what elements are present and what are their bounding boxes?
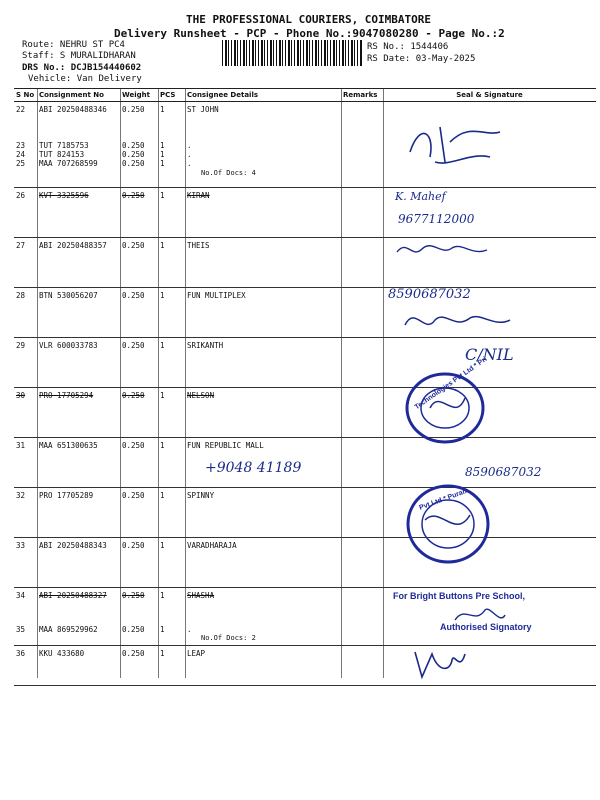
handwritten-phone: 8590687032 xyxy=(465,465,542,479)
pcs: 1 xyxy=(158,438,185,488)
sno: 29 xyxy=(14,338,37,388)
consignment-no: BTN 530056207 xyxy=(37,288,120,338)
consignee-name: NELSON xyxy=(185,388,341,438)
signature-scribble xyxy=(410,642,470,682)
no-of-docs: No.Of Docs: 2 xyxy=(201,634,256,642)
sno: 26 xyxy=(14,188,37,238)
pcs: 1 xyxy=(160,150,165,159)
runsheet-subtitle: Delivery Runsheet - PCP - Phone No.:9047080280 - Page No.:2 xyxy=(114,27,505,40)
sno: 30 xyxy=(14,388,37,438)
col-signature: Seal & Signature xyxy=(383,89,596,102)
consignee-name: VARADHARAJA xyxy=(185,538,341,588)
authorised-signatory: Authorised Signatory xyxy=(440,622,532,632)
consignee-name: ST JOHN xyxy=(187,105,219,114)
sno: 27 xyxy=(14,238,37,288)
consignee-name: . xyxy=(187,150,192,159)
weight: 0.250 xyxy=(122,150,145,159)
pcs: 1 xyxy=(158,338,185,388)
pcs: 1 xyxy=(158,288,185,338)
consignment-no: ABI 20250488346 xyxy=(39,105,107,114)
rs-number: RS No.: 1544406 xyxy=(367,42,449,52)
col-consignment: Consignment No xyxy=(37,89,120,102)
table-row xyxy=(14,538,596,588)
pcs: 1 xyxy=(158,646,185,686)
consignee-name: . xyxy=(187,159,192,168)
sno: 31 xyxy=(14,438,37,488)
sno: 33 xyxy=(14,538,37,588)
sno: 24 xyxy=(16,150,26,159)
consignment-no: ABI 20250488343 xyxy=(37,538,120,588)
table-row xyxy=(14,388,596,438)
barcode xyxy=(222,40,362,66)
route-label: Route: NEHRU ST PC4 xyxy=(22,40,125,50)
table-row xyxy=(14,238,596,288)
pcs: 1 xyxy=(160,159,165,168)
weight: 0.250 xyxy=(122,105,145,114)
consignment-no: ABI 20250488357 xyxy=(37,238,120,288)
weight: 0.250 xyxy=(120,488,158,538)
consignment-no: MAA 651300635 xyxy=(37,438,120,488)
weight: 0.250 xyxy=(120,288,158,338)
consignment-no: PRO 17705294 xyxy=(37,388,120,438)
consignee-name: THEIS xyxy=(185,238,341,288)
weight: 0.250 xyxy=(122,141,145,150)
weight: 0.250 xyxy=(120,188,158,238)
consignee-name: FUN MULTIPLEX xyxy=(185,288,341,338)
pcs: 1 xyxy=(160,141,165,150)
weight: 0.250 xyxy=(120,438,158,488)
consignee-name: LEAP xyxy=(185,646,341,686)
consignment-no: KKU 433680 xyxy=(37,646,120,686)
sno: 25 xyxy=(16,159,26,168)
seal-lettering: Technologies Pvt Ltd * Pri xyxy=(413,355,489,412)
handwritten-phone: 8590687032 xyxy=(388,287,471,302)
pcs: 1 xyxy=(158,188,185,238)
signature-scribble xyxy=(450,600,510,628)
table-header-row xyxy=(14,89,596,102)
consignment-no: TUT 824153 xyxy=(39,150,85,159)
vehicle-label: Vehicle: Van Delivery xyxy=(28,74,142,84)
handwritten-phone: 9677112000 xyxy=(398,212,475,226)
sno: 28 xyxy=(14,288,37,338)
consignment-no: KVT 3325596 xyxy=(37,188,120,238)
school-stamp-name: For Bright Buttons Pre School, xyxy=(393,591,525,601)
handwritten-text: C/NIL xyxy=(465,345,514,364)
rs-date: RS Date: 03-May-2025 xyxy=(367,54,476,64)
consignee-name: SHASHA xyxy=(187,591,215,600)
consignment-no: MAA 869529962 xyxy=(39,625,98,634)
pcs: 1 xyxy=(160,625,165,634)
consignment-no: VLR 600033783 xyxy=(37,338,120,388)
pcs: 1 xyxy=(158,488,185,538)
no-of-docs: No.Of Docs: 4 xyxy=(201,169,256,177)
sno: 35 xyxy=(16,625,26,634)
company-seal-icon xyxy=(400,368,490,448)
signature-scribble xyxy=(390,112,510,172)
weight: 0.250 xyxy=(120,388,158,438)
pcs: 1 xyxy=(158,238,185,288)
col-remarks: Remarks xyxy=(341,89,383,102)
company-title: THE PROFESSIONAL COURIERS, COIMBATORE xyxy=(186,13,432,26)
table-row xyxy=(14,646,596,686)
signature-scribble xyxy=(395,300,515,340)
pcs: 1 xyxy=(160,105,165,114)
weight: 0.250 xyxy=(120,238,158,288)
staff-label: Staff: S MURALIDHARAN xyxy=(22,51,136,61)
col-pcs: PCS xyxy=(158,89,185,102)
weight: 0.250 xyxy=(120,338,158,388)
consignment-no: PRO 17705289 xyxy=(37,488,120,538)
pcs: 1 xyxy=(160,591,165,600)
consignment-no: ABI 20250488327 xyxy=(39,591,107,600)
consignment-no: TUT 7185753 xyxy=(39,141,89,150)
consignee-name: FUN REPUBLIC MALL xyxy=(185,438,341,488)
consignment-no: MAA 707268599 xyxy=(39,159,98,168)
weight: 0.250 xyxy=(120,646,158,686)
signature-scribble xyxy=(392,234,502,264)
pcs: 1 xyxy=(158,388,185,438)
weight: 0.250 xyxy=(120,538,158,588)
col-consignee: Consignee Details xyxy=(185,89,341,102)
sno: 23 xyxy=(16,141,26,150)
drs-label: DRS No.: DCJB154440602 xyxy=(22,63,142,73)
pcs: 1 xyxy=(158,538,185,588)
sno: 34 xyxy=(16,591,26,600)
table-row xyxy=(14,438,596,488)
weight: 0.250 xyxy=(122,159,145,168)
table-row xyxy=(14,488,596,538)
weight: 0.250 xyxy=(122,591,145,600)
consignee-name: SPINNY xyxy=(185,488,341,538)
sno: 22 xyxy=(16,105,26,114)
table-row xyxy=(14,188,596,238)
weight: 0.250 xyxy=(122,625,145,634)
consignee-name: . xyxy=(187,141,192,150)
sno: 36 xyxy=(14,646,37,686)
handwritten-name: K. Mahef xyxy=(395,190,446,203)
seal-lettering: Pvt Ltd * Puram xyxy=(418,487,470,512)
col-sno: S No xyxy=(14,89,37,102)
consignee-name: KIRAN xyxy=(185,188,341,238)
sno: 32 xyxy=(14,488,37,538)
col-weight: Weight xyxy=(120,89,158,102)
consignee-name: SRIKANTH xyxy=(185,338,341,388)
handwritten-phone: +9048 41189 xyxy=(205,460,302,476)
consignee-name: . xyxy=(187,625,192,634)
